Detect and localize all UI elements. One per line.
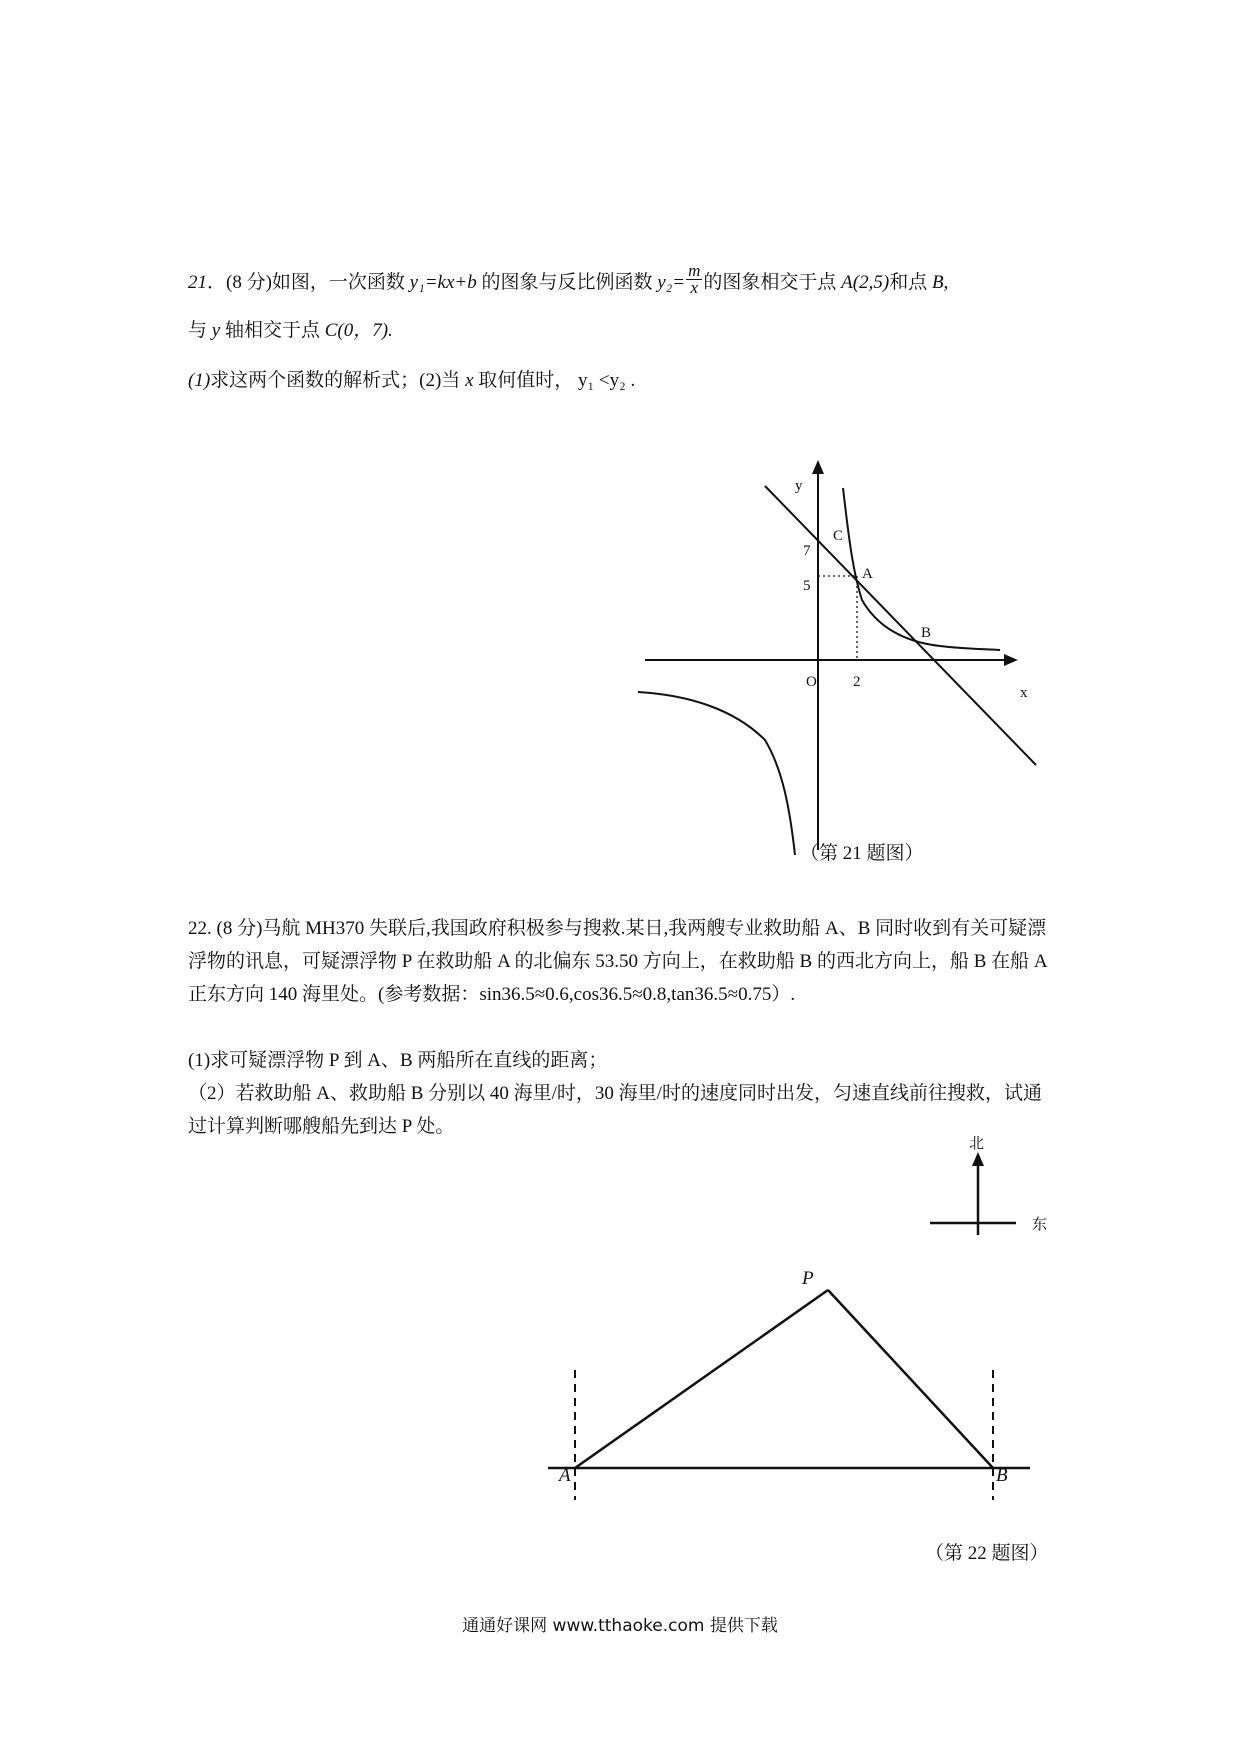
q21-number: 21 [188,272,207,293]
q21-text: 与 [188,320,212,341]
fraction-numerator: m [688,261,701,281]
label-7: 7 [803,543,811,559]
label-b: B [921,625,932,641]
q21-text: 如图，一次函数 [271,272,410,293]
q21-caption: （第 21 题图） [800,843,924,864]
q21-var-x: x [465,370,474,391]
label-x: x [1020,685,1028,701]
label-north: 北 [969,1136,985,1152]
label-a: A [559,1465,571,1486]
segment-pb [828,1290,993,1468]
figure-22 [0,1136,1240,1570]
q21-var-y: y [211,320,221,341]
q22-sub2: （2）若救助船 A、救助船 B 分别以 40 海里/时，30 海里/时的速度同时出发，匀速直线前往搜救，试通过计算判断哪艘船先到达 P 处。 [188,1083,1042,1137]
label-5: 5 [803,578,811,594]
q21-score: ．(8 分) [207,272,272,293]
q21-text: 求这两个函数的解析式；(2)当 [210,370,466,391]
x-axis-arrow-icon [1004,654,1018,666]
fraction-denominator: x [690,278,699,298]
q21-y1-equation: y₁=kx+b [409,272,477,293]
q21-text: 的图象相交于点 [703,272,842,293]
line-y1 [765,486,1036,765]
label-c: C [833,528,844,544]
label-east: 东 [1032,1217,1048,1233]
q21-y2-lhs: y₂= [657,272,686,293]
q22-caption: （第 22 题图） [925,1543,1049,1564]
q21-text: 取何值时， [473,370,574,391]
label-b: B [996,1465,1008,1486]
q21-point-b: B, [931,272,949,293]
label-o: O [806,674,817,690]
label-a: A [862,566,873,582]
label-2: 2 [853,674,861,690]
q21-text: 轴相交于点 [220,320,325,341]
segment-ap [575,1290,828,1468]
q21-text: 和点 [889,272,932,293]
q21-point-a: A(2,5) [841,272,890,293]
q22-paragraph: 22. (8 分)马航 MH370 失联后,我国政府积极参与搜救.某日,我两艘专业救助船 A、B 同时收到有关可疑漂浮物的讯息，可疑漂浮物 P 在救助船 A 的北偏东 53.50 方向上，在救助船 B 的西北方向上，船 B 在船 A 正东方向 140 海里处。(参考数据：sin36.5≈0.6,cos36.5≈0.8,tan36.5≈0.75）. [188,918,1047,1005]
q21-text: 的图象与反比例函数 [476,272,658,293]
compass-north-arrow-icon [972,1152,984,1166]
label-y: y [795,478,803,494]
q21-sub-label: (1) [188,370,211,391]
label-p: P [802,1268,814,1289]
q21-comparison: y₁ <y₂ . [573,370,636,391]
y-axis-arrow-icon [812,460,824,474]
q22-sub1: (1)求可疑漂浮物 P 到 A、B 两船所在直线的距离； [188,1050,608,1071]
footer: 通通好课网 www.tthaoke.com 提供下载 [462,1616,778,1636]
q21-point-c: C(0，7). [324,320,393,341]
hyperbola-branch-q3 [638,692,795,855]
